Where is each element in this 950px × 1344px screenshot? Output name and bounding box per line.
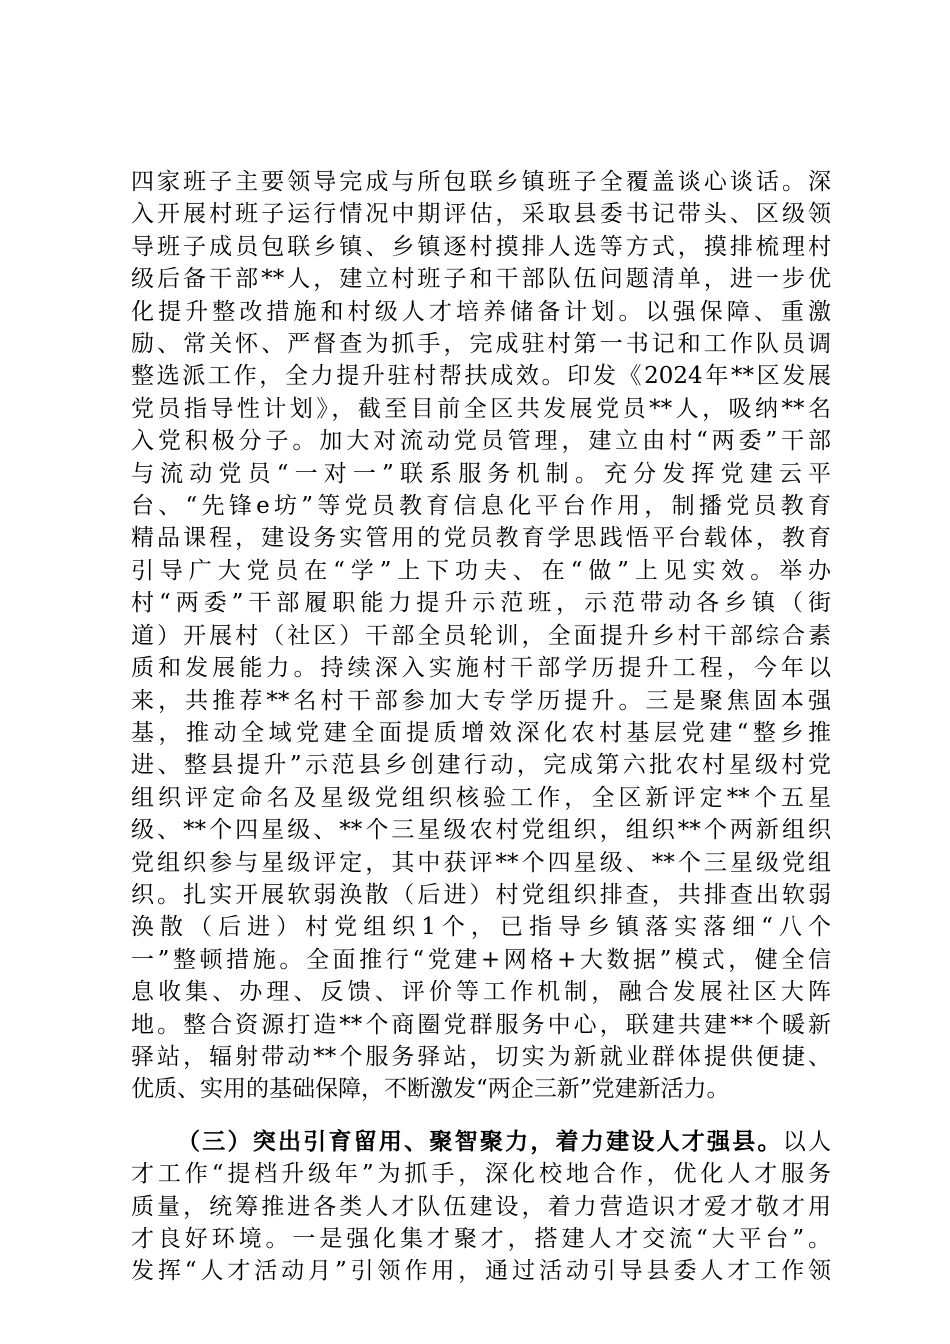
text-line: 驿站，辐射带动**个服务驿站，切实为新就业群体提供便捷、 [131, 1043, 831, 1070]
text-line [131, 1126, 831, 1158]
text-line: 道）开展村（社区）干部全员轮训，全面提升乡村干部综合素 [131, 622, 831, 649]
document-body [131, 166, 831, 1288]
text-line: 励、常关怀、严督查为抓手，完成驻村第一书记和工作队员调 [131, 331, 831, 358]
text-line: 来，共推荐**名村干部参加大专学历提升。三是聚焦固本强 [131, 687, 831, 714]
text-line: 台、“先锋e坊”等党员教育信息化平台作用，制播党员教育 [131, 493, 831, 520]
text-line: 发挥“人才活动月”引领作用，通过活动引导县委人才工作领 [131, 1258, 831, 1285]
text-line: 精品课程，建设务实管用的党员教育学思践悟平台载体，教育 [131, 525, 831, 552]
paragraph-1 [131, 166, 831, 1106]
text-line: 入开展村班子运行情况中期评估，采取县委书记带头、区级领 [131, 201, 831, 228]
text-line: 涣散（后进）村党组织1个，已指导乡镇落实落细“八个 [131, 914, 831, 941]
text-line: 党组织参与星级评定，其中获评**个四星级、**个三星级党组 [131, 849, 831, 876]
text-line: 息收集、办理、反馈、评价等工作机制，融合发展社区大阵 [131, 979, 831, 1006]
text-line: 质和发展能力。持续深入实施村干部学历提升工程，今年以 [131, 655, 831, 682]
text-line: 级后备干部**人，建立村班子和干部队伍问题清单，进一步优 [131, 266, 831, 293]
text-line: 与流动党员“一对一”联系服务机制。充分发挥党建云平 [131, 460, 831, 487]
text-line: 地。整合资源打造**个商圈党群服务中心，联建共建**个暖新 [131, 1011, 831, 1038]
text-line: 引导广大党员在“学”上下功夫、在“做”上见实效。举办 [131, 557, 831, 584]
paragraph-spacer [131, 1106, 831, 1126]
text-line: 入党积极分子。加大对流动党员管理，建立由村“两委”干部 [131, 428, 831, 455]
text-line: 导班子成员包联乡镇、乡镇逐村摸排人选等方式，摸排梳理村 [131, 233, 831, 260]
text-line: 优质、实用的基础保障，不断激发“两企三新”党建新活力。 [131, 1076, 730, 1103]
text-line: 组织评定命名及星级党组织核验工作，全区新评定**个五星 [131, 784, 831, 811]
text-line: 基，推动全域党建全面提质增效深化农村基层党建“整乡推 [131, 719, 831, 746]
text-line: 进、整县提升”示范县乡创建行动，完成第六批农村星级村党 [131, 752, 831, 779]
text-line: 一”整顿措施。全面推行“党建+网格+大数据”模式，健全信 [131, 946, 831, 973]
text-line: 四家班子主要领导完成与所包联乡镇班子全覆盖谈心谈话。深 [131, 169, 831, 195]
section-heading: （三）突出引育留用、聚智聚力，着力建设人才强县。 [177, 1127, 783, 1155]
text-line: 村“两委”干部履职能力提升示范班，示范带动各乡镇（街 [131, 590, 831, 617]
text-line: 织。扎实开展软弱涣散（后进）村党组织排查，共排查出软弱 [131, 881, 831, 908]
heading-trailing-text: 以人 [782, 1128, 831, 1155]
text-line: 党员指导性计划》，截至目前全区共发展党员**人，吸纳**名 [131, 395, 831, 422]
text-line: 化提升整改措施和村级人才培养储备计划。以强保障、重激 [131, 298, 831, 325]
text-line: 才工作“提档升级年”为抓手，深化校地合作，优化人才服务 [131, 1161, 831, 1188]
text-line: 质量，统筹推进各类人才队伍建设，着力营造识才爱才敬才用 [131, 1193, 831, 1220]
text-line: 才良好环境。一是强化集才聚才，搭建人才交流“大平台”。 [131, 1226, 831, 1252]
text-line: 整选派工作，全力提升驻村帮扶成效。印发《2024年**区发展 [131, 363, 831, 390]
text-line: 级、**个四星级、**个三星级农村党组织，组织**个两新组织 [131, 817, 831, 844]
paragraph-2 [131, 1126, 831, 1288]
